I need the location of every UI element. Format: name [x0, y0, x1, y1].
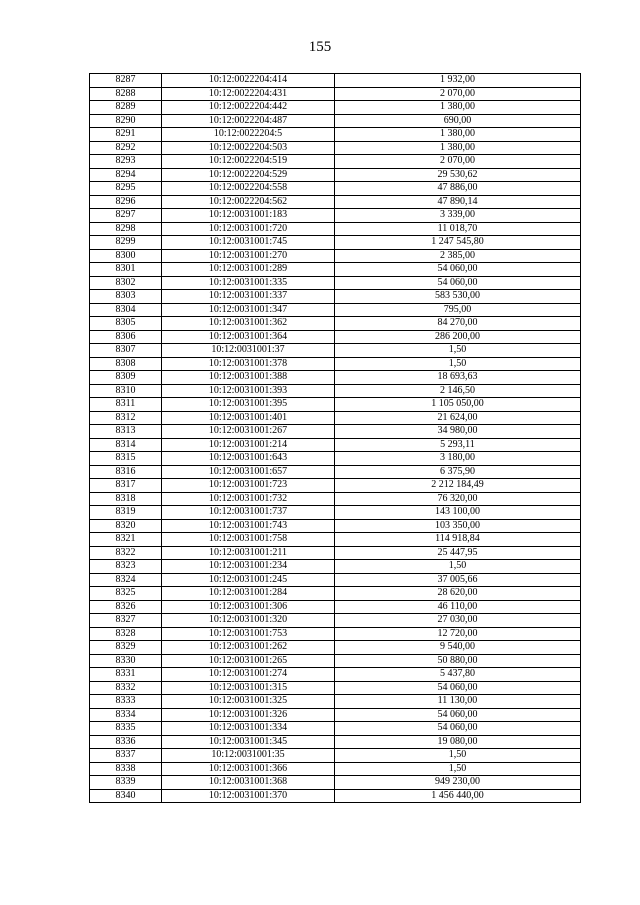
row-number-cell: 8291: [90, 128, 162, 142]
row-number-cell: 8325: [90, 587, 162, 601]
table-row: [90, 735, 581, 749]
row-number-cell: 8287: [90, 74, 162, 88]
table-row: [90, 398, 581, 412]
value-cell: 54 060,00: [335, 722, 581, 736]
table-row: [90, 627, 581, 641]
row-number-cell: 8298: [90, 222, 162, 236]
row-number-cell: 8307: [90, 344, 162, 358]
table-row: [90, 371, 581, 385]
cadastral-number-cell: 10:12:0031001:334: [162, 722, 335, 736]
table-body: [90, 74, 581, 803]
table-row: [90, 587, 581, 601]
row-number-cell: 8327: [90, 614, 162, 628]
row-number-cell: 8330: [90, 654, 162, 668]
row-number-cell: 8321: [90, 533, 162, 547]
table-row: [90, 722, 581, 736]
cadastral-number-cell: 10:12:0031001:37: [162, 344, 335, 358]
row-number-cell: 8292: [90, 141, 162, 155]
row-number-cell: 8322: [90, 546, 162, 560]
cadastral-number-cell: 10:12:0031001:262: [162, 641, 335, 655]
value-cell: 1 380,00: [335, 141, 581, 155]
table-row: [90, 263, 581, 277]
value-cell: 47 886,00: [335, 182, 581, 196]
value-cell: 18 693,63: [335, 371, 581, 385]
row-number-cell: 8329: [90, 641, 162, 655]
table-row: [90, 276, 581, 290]
cadastral-number-cell: 10:12:0031001:745: [162, 236, 335, 250]
cadastral-number-cell: 10:12:0031001:335: [162, 276, 335, 290]
table-row: [90, 74, 581, 88]
value-cell: 19 080,00: [335, 735, 581, 749]
row-number-cell: 8294: [90, 168, 162, 182]
value-cell: 3 180,00: [335, 452, 581, 466]
table-row: [90, 384, 581, 398]
table-row: [90, 195, 581, 209]
row-number-cell: 8332: [90, 681, 162, 695]
table-row: [90, 236, 581, 250]
cadastral-number-cell: 10:12:0022204:562: [162, 195, 335, 209]
cadastral-number-cell: 10:12:0031001:234: [162, 560, 335, 574]
cadastral-number-cell: 10:12:0031001:35: [162, 749, 335, 763]
row-number-cell: 8333: [90, 695, 162, 709]
row-number-cell: 8338: [90, 762, 162, 776]
table-row: [90, 155, 581, 169]
row-number-cell: 8319: [90, 506, 162, 520]
value-cell: 5 293,11: [335, 438, 581, 452]
table-row: [90, 762, 581, 776]
value-cell: 21 624,00: [335, 411, 581, 425]
table-row: [90, 695, 581, 709]
value-cell: 54 060,00: [335, 708, 581, 722]
table-row: [90, 128, 581, 142]
table-row: [90, 600, 581, 614]
row-number-cell: 8300: [90, 249, 162, 263]
value-cell: 12 720,00: [335, 627, 581, 641]
value-cell: 5 437,80: [335, 668, 581, 682]
table-row: [90, 789, 581, 803]
table-row: [90, 438, 581, 452]
row-number-cell: 8331: [90, 668, 162, 682]
value-cell: 2 070,00: [335, 155, 581, 169]
row-number-cell: 8324: [90, 573, 162, 587]
table-row: [90, 533, 581, 547]
cadastral-number-cell: 10:12:0031001:378: [162, 357, 335, 371]
value-cell: 84 270,00: [335, 317, 581, 331]
cadastral-number-cell: 10:12:0022204:503: [162, 141, 335, 155]
row-number-cell: 8326: [90, 600, 162, 614]
value-cell: 286 200,00: [335, 330, 581, 344]
value-cell: 795,00: [335, 303, 581, 317]
row-number-cell: 8303: [90, 290, 162, 304]
table-row: [90, 290, 581, 304]
value-cell: 54 060,00: [335, 681, 581, 695]
row-number-cell: 8337: [90, 749, 162, 763]
cadastral-number-cell: 10:12:0031001:737: [162, 506, 335, 520]
row-number-cell: 8315: [90, 452, 162, 466]
cadastral-number-cell: 10:12:0031001:214: [162, 438, 335, 452]
value-cell: 1 380,00: [335, 128, 581, 142]
table-row: [90, 479, 581, 493]
table-row: [90, 317, 581, 331]
cadastral-number-cell: 10:12:0031001:326: [162, 708, 335, 722]
row-number-cell: 8335: [90, 722, 162, 736]
value-cell: 1,50: [335, 762, 581, 776]
table-row: [90, 101, 581, 115]
row-number-cell: 8306: [90, 330, 162, 344]
table-row: [90, 546, 581, 560]
value-cell: 1,50: [335, 749, 581, 763]
value-cell: 583 530,00: [335, 290, 581, 304]
value-cell: 2 385,00: [335, 249, 581, 263]
cadastral-number-cell: 10:12:0031001:723: [162, 479, 335, 493]
value-cell: 1 456 440,00: [335, 789, 581, 803]
table-row: [90, 465, 581, 479]
value-cell: 1,50: [335, 560, 581, 574]
value-cell: 34 980,00: [335, 425, 581, 439]
table-row: [90, 411, 581, 425]
table-row: [90, 614, 581, 628]
row-number-cell: 8295: [90, 182, 162, 196]
cadastral-number-cell: 10:12:0022204:487: [162, 114, 335, 128]
value-cell: 76 320,00: [335, 492, 581, 506]
row-number-cell: 8289: [90, 101, 162, 115]
row-number-cell: 8334: [90, 708, 162, 722]
value-cell: 103 350,00: [335, 519, 581, 533]
cadastral-number-cell: 10:12:0031001:366: [162, 762, 335, 776]
value-cell: 690,00: [335, 114, 581, 128]
row-number-cell: 8316: [90, 465, 162, 479]
value-cell: 11 018,70: [335, 222, 581, 236]
table-row: [90, 681, 581, 695]
cadastral-number-cell: 10:12:0031001:758: [162, 533, 335, 547]
cadastral-number-cell: 10:12:0022204:5: [162, 128, 335, 142]
table-row: [90, 303, 581, 317]
row-number-cell: 8318: [90, 492, 162, 506]
cadastral-number-cell: 10:12:0031001:732: [162, 492, 335, 506]
row-number-cell: 8317: [90, 479, 162, 493]
table-row: [90, 668, 581, 682]
row-number-cell: 8313: [90, 425, 162, 439]
value-cell: 1 932,00: [335, 74, 581, 88]
value-cell: 114 918,84: [335, 533, 581, 547]
cadastral-number-cell: 10:12:0031001:325: [162, 695, 335, 709]
table-row: [90, 168, 581, 182]
data-table: [89, 73, 581, 803]
value-cell: 1 247 545,80: [335, 236, 581, 250]
cadastral-number-cell: 10:12:0022204:558: [162, 182, 335, 196]
table-row: [90, 209, 581, 223]
cadastral-number-cell: 10:12:0031001:347: [162, 303, 335, 317]
cadastral-number-cell: 10:12:0031001:395: [162, 398, 335, 412]
table-row: [90, 749, 581, 763]
table-row: [90, 641, 581, 655]
value-cell: 2 212 184,49: [335, 479, 581, 493]
table-row: [90, 141, 581, 155]
cadastral-number-cell: 10:12:0031001:393: [162, 384, 335, 398]
value-cell: 3 339,00: [335, 209, 581, 223]
cadastral-number-cell: 10:12:0031001:370: [162, 789, 335, 803]
table-row: [90, 249, 581, 263]
table-row: [90, 492, 581, 506]
row-number-cell: 8314: [90, 438, 162, 452]
cadastral-number-cell: 10:12:0031001:368: [162, 776, 335, 790]
value-cell: 949 230,00: [335, 776, 581, 790]
row-number-cell: 8305: [90, 317, 162, 331]
cadastral-number-cell: 10:12:0031001:388: [162, 371, 335, 385]
cadastral-number-cell: 10:12:0031001:720: [162, 222, 335, 236]
table-row: [90, 222, 581, 236]
value-cell: 50 880,00: [335, 654, 581, 668]
row-number-cell: 8297: [90, 209, 162, 223]
row-number-cell: 8296: [90, 195, 162, 209]
cadastral-number-cell: 10:12:0031001:245: [162, 573, 335, 587]
table-row: [90, 776, 581, 790]
value-cell: 11 130,00: [335, 695, 581, 709]
value-cell: 47 890,14: [335, 195, 581, 209]
cadastral-number-cell: 10:12:0022204:529: [162, 168, 335, 182]
value-cell: 1 105 050,00: [335, 398, 581, 412]
cadastral-number-cell: 10:12:0031001:270: [162, 249, 335, 263]
cadastral-number-cell: 10:12:0031001:289: [162, 263, 335, 277]
table-row: [90, 357, 581, 371]
table-row: [90, 519, 581, 533]
value-cell: 27 030,00: [335, 614, 581, 628]
row-number-cell: 8308: [90, 357, 162, 371]
row-number-cell: 8309: [90, 371, 162, 385]
table-row: [90, 560, 581, 574]
row-number-cell: 8336: [90, 735, 162, 749]
cadastral-number-cell: 10:12:0031001:274: [162, 668, 335, 682]
page-number: 155: [308, 39, 332, 55]
row-number-cell: 8312: [90, 411, 162, 425]
cadastral-number-cell: 10:12:0031001:284: [162, 587, 335, 601]
cadastral-number-cell: 10:12:0031001:306: [162, 600, 335, 614]
cadastral-number-cell: 10:12:0031001:362: [162, 317, 335, 331]
table-row: [90, 573, 581, 587]
row-number-cell: 8304: [90, 303, 162, 317]
cadastral-number-cell: 10:12:0031001:265: [162, 654, 335, 668]
row-number-cell: 8290: [90, 114, 162, 128]
cadastral-number-cell: 10:12:0031001:657: [162, 465, 335, 479]
value-cell: 28 620,00: [335, 587, 581, 601]
value-cell: 1,50: [335, 344, 581, 358]
cadastral-number-cell: 10:12:0031001:743: [162, 519, 335, 533]
cadastral-number-cell: 10:12:0022204:431: [162, 87, 335, 101]
table-row: [90, 708, 581, 722]
cadastral-number-cell: 10:12:0022204:442: [162, 101, 335, 115]
cadastral-number-cell: 10:12:0031001:211: [162, 546, 335, 560]
row-number-cell: 8310: [90, 384, 162, 398]
row-number-cell: 8323: [90, 560, 162, 574]
cadastral-number-cell: 10:12:0031001:643: [162, 452, 335, 466]
table-row: [90, 87, 581, 101]
value-cell: 1,50: [335, 357, 581, 371]
table-row: [90, 114, 581, 128]
value-cell: 54 060,00: [335, 276, 581, 290]
cadastral-number-cell: 10:12:0031001:320: [162, 614, 335, 628]
cadastral-number-cell: 10:12:0031001:364: [162, 330, 335, 344]
value-cell: 54 060,00: [335, 263, 581, 277]
row-number-cell: 8299: [90, 236, 162, 250]
value-cell: 2 070,00: [335, 87, 581, 101]
value-cell: 46 110,00: [335, 600, 581, 614]
cadastral-number-cell: 10:12:0022204:414: [162, 74, 335, 88]
row-number-cell: 8302: [90, 276, 162, 290]
table-row: [90, 425, 581, 439]
table-row: [90, 344, 581, 358]
row-number-cell: 8339: [90, 776, 162, 790]
row-number-cell: 8320: [90, 519, 162, 533]
table-row: [90, 182, 581, 196]
value-cell: 1 380,00: [335, 101, 581, 115]
value-cell: 143 100,00: [335, 506, 581, 520]
value-cell: 9 540,00: [335, 641, 581, 655]
cadastral-number-cell: 10:12:0031001:753: [162, 627, 335, 641]
table-row: [90, 506, 581, 520]
value-cell: 2 146,50: [335, 384, 581, 398]
cadastral-number-cell: 10:12:0031001:267: [162, 425, 335, 439]
table-row: [90, 330, 581, 344]
cadastral-number-cell: 10:12:0031001:183: [162, 209, 335, 223]
table-row: [90, 654, 581, 668]
row-number-cell: 8311: [90, 398, 162, 412]
value-cell: 29 530,62: [335, 168, 581, 182]
row-number-cell: 8328: [90, 627, 162, 641]
value-cell: 6 375,90: [335, 465, 581, 479]
cadastral-number-cell: 10:12:0022204:519: [162, 155, 335, 169]
table-row: [90, 452, 581, 466]
value-cell: 37 005,66: [335, 573, 581, 587]
cadastral-number-cell: 10:12:0031001:345: [162, 735, 335, 749]
row-number-cell: 8293: [90, 155, 162, 169]
cadastral-number-cell: 10:12:0031001:315: [162, 681, 335, 695]
cadastral-number-cell: 10:12:0031001:401: [162, 411, 335, 425]
row-number-cell: 8301: [90, 263, 162, 277]
row-number-cell: 8288: [90, 87, 162, 101]
row-number-cell: 8340: [90, 789, 162, 803]
cadastral-number-cell: 10:12:0031001:337: [162, 290, 335, 304]
value-cell: 25 447,95: [335, 546, 581, 560]
